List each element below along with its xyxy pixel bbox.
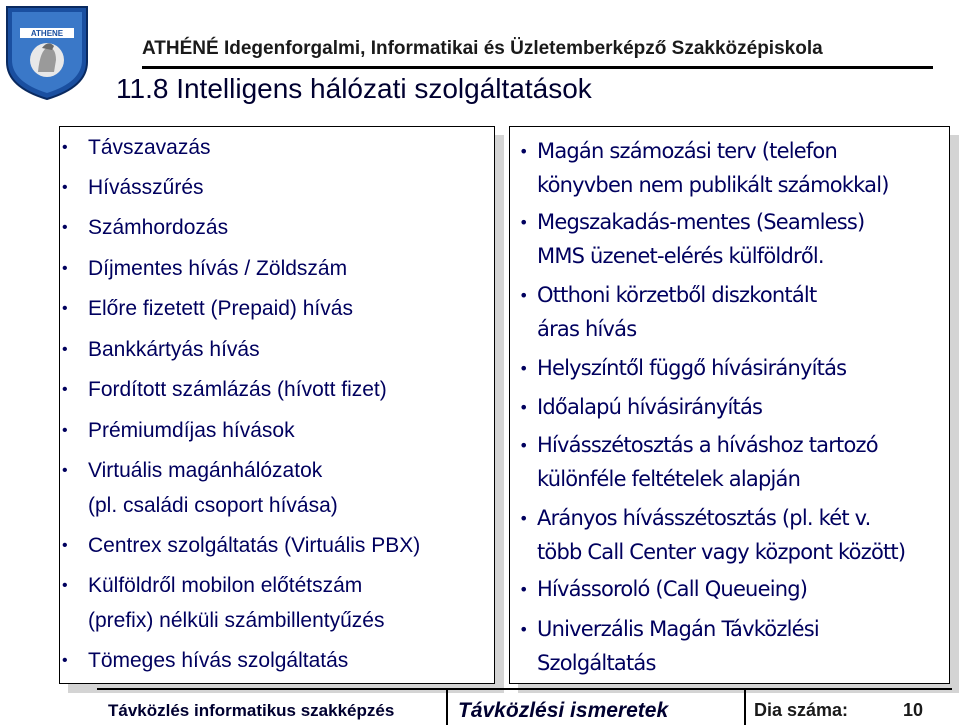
bullet-icon: • — [519, 286, 528, 305]
list-item: • Előre fizetett (Prepaid) hívás — [62, 297, 353, 320]
school-logo — [2, 2, 92, 102]
bullet-icon: • — [519, 509, 528, 528]
list-item: • Magán számozási terv (telefon könyvben nem publikált számokkal) — [519, 139, 889, 197]
bullet-icon: • — [519, 142, 528, 161]
bullet-icon: • — [62, 219, 68, 236]
bullet-icon: • — [519, 580, 528, 599]
bullet-icon: • — [62, 381, 68, 398]
left-service-box — [59, 126, 495, 684]
list-item: • Külföldről mobilon előtétszám (prefix) nélküli számbillentyűzés — [62, 574, 385, 632]
list-item: • Megszakadás-mentes (Seamless) MMS üzenet-elérés külföldről. — [519, 210, 865, 268]
bullet-icon: • — [519, 436, 528, 455]
logo-text: ATHENE — [30, 29, 64, 38]
bullet-icon: • — [519, 620, 528, 639]
header-divider — [142, 66, 933, 69]
bullet-icon: • — [62, 422, 68, 439]
footer-subject: Távközlési ismeretek — [458, 699, 669, 722]
list-item: • Tömeges hívás szolgáltatás — [62, 649, 349, 672]
school-name: ATHÉNÉ Idegenforgalmi, Informatikai és Üzletemberképző Szakközépiskola — [142, 38, 823, 59]
slide-title: 11.8 Intelligens hálózati szolgáltatások — [116, 73, 592, 104]
slide-number-label: Dia száma: — [754, 700, 849, 720]
list-item: • Hívásszétosztás a híváshoz tartozó különféle feltételek alapján — [519, 433, 878, 491]
list-item: • Prémiumdíjas hívások — [62, 419, 295, 442]
bullet-icon: • — [62, 341, 68, 358]
bullet-icon: • — [62, 179, 68, 196]
bullet-icon: • — [62, 462, 68, 479]
list-item: • Helyszíntől függő hívásirányítás — [519, 356, 847, 380]
list-item: • Fordított számlázás (hívott fizet) — [62, 378, 387, 401]
list-item: • Arányos hívásszétosztás (pl. két v. több Call Center vagy központ között) — [519, 506, 906, 564]
footer-course: Távközlés informatikus szakképzés — [108, 701, 395, 720]
bullet-icon: • — [62, 577, 68, 594]
bullet-icon: • — [62, 300, 68, 317]
list-item: • Távszavazás — [62, 136, 211, 159]
slide-number: 10 — [903, 700, 924, 720]
bullet-icon: • — [519, 398, 528, 417]
footer-separator — [744, 690, 746, 725]
bullet-icon: • — [519, 359, 528, 378]
footer-divider — [97, 688, 952, 690]
footer-separator — [446, 690, 448, 725]
list-item: • Virtuális magánhálózatok (pl. családi csoport hívása) — [62, 459, 338, 517]
list-item: • Otthoni körzetből diszkontált áras hívás — [519, 283, 817, 341]
bullet-icon: • — [62, 139, 68, 156]
bullet-icon: • — [519, 213, 528, 232]
list-item: • Centrex szolgáltatás (Virtuális PBX) — [62, 534, 421, 557]
right-service-box — [509, 126, 950, 684]
bullet-icon: • — [62, 537, 68, 554]
list-item: • Díjmentes hívás / Zöldszám — [62, 257, 348, 280]
list-item: • Időalapú hívásirányítás — [519, 395, 763, 419]
list-item: • Bankkártyás hívás — [62, 338, 260, 361]
list-item: • Számhordozás — [62, 216, 229, 239]
list-item: • Hívásszűrés — [62, 176, 204, 199]
list-item: • Hívássoroló (Call Queueing) — [519, 577, 808, 601]
bullet-icon: • — [62, 260, 68, 277]
list-item: • Univerzális Magán Távközlési Szolgáltatás — [519, 617, 819, 675]
bullet-icon: • — [62, 652, 68, 669]
